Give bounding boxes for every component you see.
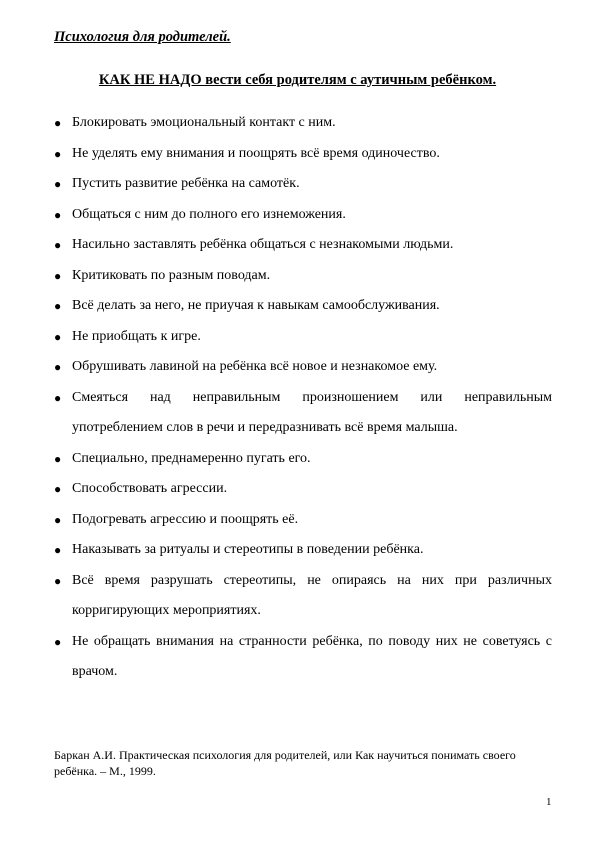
list-item [54,322,552,353]
list-item [54,261,552,292]
bullet-icon: ● [54,543,62,557]
list-item [54,230,552,261]
bullet-icon: ● [54,329,62,344]
list-item-text: Всё делать за него, не приучая к навыкам самообслуживания. [72,298,440,313]
list-item-text: Не приобщать к игре. [72,328,201,344]
bullet-icon: ● [54,360,62,374]
list-item [54,169,552,200]
list-item-text: Специально, преднамеренно пугать его. [72,450,311,466]
list-item-text: Обрушивать лавиной на ребёнка всё новое и незнакомое ему. [72,359,438,374]
list-item-text: Способствовать агрессии. [72,481,228,496]
page-number: 1 [546,796,552,808]
list-item [54,627,552,688]
bullet-icon: ● [54,390,62,405]
list-item [54,352,552,383]
list-item-text: Пустить развитие ребёнка на самотёк. [72,176,300,191]
list-item-text: Блокировать эмоциональный контакт с ним. [72,115,336,130]
list-item-text: Общаться с ним до полного его изнеможения. [72,206,346,222]
bullet-icon: ● [54,573,62,588]
bullet-icon: ● [54,512,62,527]
bullet-icon: ● [54,177,62,191]
list-item [54,566,552,627]
list-item-text: Не уделять ему внимания и поощрять всё время одиночество. [72,145,440,161]
list-item [54,474,552,505]
list-item [54,291,552,322]
list-item [54,108,552,139]
bullet-icon: ● [54,146,62,161]
bullet-list [54,108,552,688]
bullet-icon: ● [54,207,62,222]
bullet-icon: ● [54,482,62,496]
list-item-text: Не обращать внимания на странности ребёнка, по поводу них не советуясь с врачом. [72,633,552,679]
list-item-text: Всё время разрушать стереотипы, не опираясь на них при различных корригирующих мероприятиях. [72,572,552,618]
list-item-text: Подогревать агрессию и поощрять её. [72,511,299,527]
bullet-icon: ● [54,634,62,649]
list-item [54,535,552,566]
bullet-icon: ● [54,451,62,466]
list-item-text: Насильно заставлять ребёнка общаться с незнакомыми людьми. [72,237,454,252]
bullet-icon: ● [54,238,62,252]
list-item-text: Смеяться над неправильным произношением или неправильным употреблением слов в речи и передразнивать всё время малыша. [72,389,552,435]
bullet-icon: ● [54,299,62,313]
list-item [54,444,552,475]
list-item [54,383,552,444]
list-item [54,505,552,536]
list-item-text: Критиковать по разным поводам. [72,267,271,283]
list-item-text: Наказывать за ритуалы и стереотипы в поведении ребёнка. [72,542,424,557]
bibliographic-reference: Баркан А.И. Практическая психология для родителей, или Как научиться понимать своего ребёнка. – М., 1999. [54,748,516,778]
bullet-icon: ● [54,268,62,283]
bullet-icon: ● [54,116,62,130]
section-header: Психология для родителей. [54,29,231,45]
list-item [54,200,552,231]
list-item [54,139,552,170]
document-title: КАК НЕ НАДО вести себя родителям с аутичным ребёнком. [98,72,497,88]
